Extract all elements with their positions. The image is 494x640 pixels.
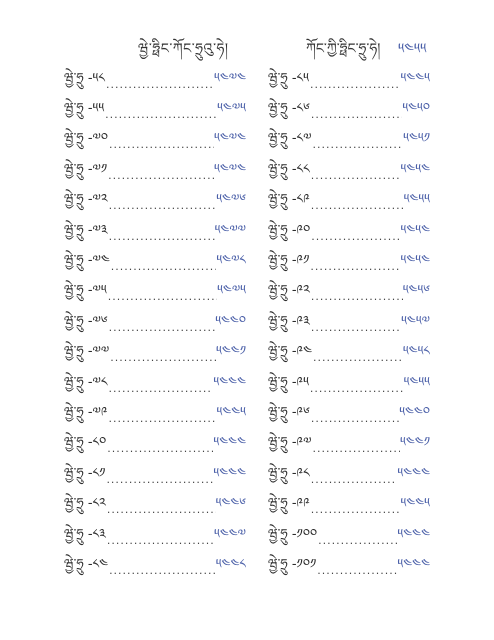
toc-entry-label: ཝྱེ་ཧྲུ -༧༨ xyxy=(64,374,108,390)
toc-entry[interactable] xyxy=(268,370,430,400)
dot-leader xyxy=(108,231,215,242)
toc-entry[interactable] xyxy=(64,491,246,521)
dot-leader xyxy=(107,170,214,181)
toc-entry[interactable] xyxy=(268,218,430,248)
dot-leader xyxy=(309,261,400,272)
toc-entry[interactable] xyxy=(268,279,430,309)
dot-leader xyxy=(311,443,400,454)
toc-entry-label: ཝྱེ་ཧྲུ -༨༩ xyxy=(268,192,310,208)
dot-leader xyxy=(107,413,216,424)
toc-entry-label: ཝྱེ་ཧྲུ -༧༩ xyxy=(64,405,108,420)
toc-entry-label: ཝྱེ་ཧྲུ -༩༣ xyxy=(268,313,310,329)
toc-entry[interactable] xyxy=(64,218,246,248)
toc-entry-label: ཝྱེ་ཧྲུ -༨༠ xyxy=(64,435,107,451)
toc-entry-page: ༥༤༧༦ xyxy=(216,192,246,208)
toc-left-column xyxy=(64,66,248,583)
toc-entry-label: ཝྱེ་ཧྲུ -༩༢ xyxy=(268,283,310,299)
toc-entry-page: ༥༤༧༤ xyxy=(214,161,246,177)
toc-entry-label: ཝྱེ་ཧྲུ -༡༠༠ xyxy=(268,526,318,542)
toc-entry-label: ཝྱེ་ཧྲུ -༨༣ xyxy=(64,526,106,542)
toc-entry-label: ཝྱེ་ཧྲུ -༨༨ xyxy=(268,161,310,177)
toc-entry-label: ཝྱེ་ཧྲུ -༩༨ xyxy=(268,465,310,481)
dot-leader xyxy=(309,383,404,394)
toc-entry-page: ༥༤༧༤ xyxy=(214,70,246,86)
toc-entry-page: ༥༤༥༠ xyxy=(402,101,430,117)
toc-entry-label: ཝྱེ་ཧྲུ -༧༧ xyxy=(64,344,110,360)
dot-leader xyxy=(106,443,213,454)
toc-entry-page: ༥༤༤༤ xyxy=(213,435,246,451)
dot-leader xyxy=(104,109,217,120)
toc-entry[interactable] xyxy=(64,552,246,582)
toc-entry-page: ༥༤༥༥ xyxy=(403,374,430,390)
toc-entry-page: ༥༤༧༥ xyxy=(217,283,246,299)
toc-entry-label: ཝྱེ་ཧྲུ -༩༡ xyxy=(268,253,310,269)
toc-entry-page: ༥༤༧༧ xyxy=(214,222,246,238)
toc-entry-page: ༥༤༥༤ xyxy=(400,253,430,269)
dot-leader xyxy=(106,504,216,515)
toc-entry-label: ཝྱེ་ཧྲུ -༩༧ xyxy=(268,435,312,451)
dot-leader xyxy=(105,474,213,485)
dot-leader xyxy=(107,383,213,394)
toc-entry-label: ཝྱེ་ཧྲུ -༥༨ xyxy=(64,70,105,86)
dot-leader xyxy=(317,535,397,546)
toc-entry[interactable] xyxy=(64,431,246,461)
toc-entry[interactable] xyxy=(268,127,430,157)
toc-entry[interactable] xyxy=(268,340,430,370)
toc-entry-page: ༥༤༥༧ xyxy=(401,313,430,329)
toc-entry[interactable] xyxy=(268,309,430,339)
toc-entry-page: ༥༤༥༤ xyxy=(400,161,430,177)
toc-entry[interactable] xyxy=(64,248,246,278)
toc-entry-page: ༥༤༤༥ xyxy=(216,405,246,420)
toc-entry-page: ༥༤༧༨ xyxy=(216,253,246,269)
page-number: ༥༤༥༥ xyxy=(398,41,427,57)
dot-leader xyxy=(310,170,401,181)
toc-entry-label: ཝྱེ་ཧྲུ -༧༢ xyxy=(64,192,108,208)
toc-entry[interactable] xyxy=(268,461,430,491)
dot-leader xyxy=(109,352,216,363)
toc-entry-label: ཝྱེ་ཧྲུ -༥༥ xyxy=(64,101,105,117)
dot-leader xyxy=(108,139,214,150)
toc-entry[interactable] xyxy=(64,96,246,126)
toc-entry-label: ཝྱེ་ཧྲུ -༨༤ xyxy=(64,556,109,572)
dot-leader xyxy=(108,565,216,576)
page-title: ཝྱེ་ཧྥིང་ཀོང་ཧྲུའུ་ཧེ། xyxy=(138,41,229,57)
toc-entry-page: ༥༤༧༤ xyxy=(214,131,246,147)
toc-entry-page: ༥༤༥༦ xyxy=(402,283,430,299)
toc-entry-page: ༥༤༤༠ xyxy=(399,405,430,420)
dot-leader xyxy=(311,139,403,150)
toc-entry[interactable] xyxy=(268,66,430,96)
toc-entry-page: ༥༤༤༨ xyxy=(215,556,246,572)
toc-entry-label: ཝྱེ་ཧྲུ -༨༥ xyxy=(268,70,309,86)
toc-entry[interactable] xyxy=(64,340,246,370)
toc-entry[interactable] xyxy=(268,552,430,582)
dot-leader xyxy=(310,413,399,424)
toc-entry[interactable] xyxy=(64,400,246,430)
toc-entry-label: ཝྱེ་ཧྲུ -༩༩ xyxy=(268,496,310,512)
toc-entry-label: ཝྱེ་ཧྲུ -༧༤ xyxy=(64,253,110,269)
dot-leader xyxy=(309,79,401,90)
toc-entry[interactable] xyxy=(64,66,246,96)
toc-entry-label: ཝྱེ་ཧྲུ -༧༣ xyxy=(64,222,108,238)
dot-leader xyxy=(316,565,397,576)
toc-entry-label: ཝྱེ་ཧྲུ -༧༥ xyxy=(64,283,107,299)
dot-leader xyxy=(310,504,401,515)
toc-entry[interactable] xyxy=(64,188,246,218)
dot-leader xyxy=(310,474,398,485)
toc-entry-page: ༥༤༤༦ xyxy=(215,496,246,512)
dot-leader xyxy=(108,322,216,333)
toc-entry-page: ༥༤༤༤ xyxy=(397,526,430,542)
toc-entry-label: ཝྱེ་ཧྲུ -༨༡ xyxy=(64,465,106,481)
toc-entry-page: ༥༤༤༧ xyxy=(214,526,246,542)
dot-leader xyxy=(312,352,403,363)
toc-entry[interactable] xyxy=(268,522,430,552)
dot-leader xyxy=(310,109,402,120)
toc-entry-page: ༥༤༤༡ xyxy=(216,344,246,360)
dot-leader xyxy=(108,200,217,211)
toc-entry[interactable] xyxy=(268,157,430,187)
toc-entry-page: ༥༤༤༤ xyxy=(397,465,430,481)
toc-entry-label: ཝྱེ་ཧྲུ -༩༤ xyxy=(268,344,313,360)
toc-entry-label: ཝྱེ་ཧྲུ -༧༦ xyxy=(64,313,108,329)
toc-entry-page: ༥༤༤༠ xyxy=(215,313,246,329)
toc-entry-label: ཝྱེ་ཧྲུ -༩༠ xyxy=(268,222,311,238)
toc-entry[interactable] xyxy=(268,248,430,278)
dot-leader xyxy=(310,322,401,333)
toc-entry-label: ཝྱེ་ཧྲུ -༨༧ xyxy=(268,131,312,147)
toc-entry-label: ཝྱེ་ཧྲུ -༡༠༡ xyxy=(268,556,317,572)
toc-entry-page: ༥༤༤༤ xyxy=(397,556,430,572)
toc-entry-page: ༥༤༤༡ xyxy=(400,435,430,451)
page-header xyxy=(0,32,494,58)
toc-entry-page: ༥༤༤༤ xyxy=(213,465,246,481)
toc-entry-page: ༥༤༤༥ xyxy=(400,70,430,86)
toc-entry[interactable] xyxy=(268,96,430,126)
toc-entry[interactable] xyxy=(64,157,246,187)
toc-right-column xyxy=(268,66,430,583)
toc-entry-label: ཝྱེ་ཧྲུ -༨༦ xyxy=(268,101,310,117)
toc-entry-label: ཝྱེ་ཧྲུ -༩༦ xyxy=(268,405,310,420)
dot-leader xyxy=(107,291,217,302)
toc-entry[interactable] xyxy=(64,279,246,309)
toc-entry[interactable] xyxy=(268,491,430,521)
toc-entry[interactable] xyxy=(64,522,246,552)
dot-leader xyxy=(310,291,403,302)
toc-entry-label: ཝྱེ་ཧྲུ -༧༠ xyxy=(64,131,109,147)
toc-entry-page: ༥༤༥༨ xyxy=(402,344,430,360)
toc-entry[interactable] xyxy=(64,309,246,339)
dot-leader xyxy=(106,535,214,546)
toc-entry-page: ༥༤༥༡ xyxy=(403,131,430,147)
toc-entry-label: ཝྱེ་ཧྲུ -༩༥ xyxy=(268,374,309,390)
toc-entry-page: ༥༤༤༥ xyxy=(400,496,430,512)
toc-entry-page: ༥༤༥༤ xyxy=(400,222,430,238)
toc-entry-page: ༥༤༥༥ xyxy=(403,192,430,208)
section-title: ཀོང་ཀྱི་ཧྥིང་ཧྲུ་ཧེ། xyxy=(306,41,381,57)
dot-leader xyxy=(310,200,404,211)
dot-leader xyxy=(110,261,217,272)
dot-leader xyxy=(105,79,214,90)
toc-entry-label: ཝྱེ་ཧྲུ -༨༢ xyxy=(64,496,106,512)
toc-entry[interactable] xyxy=(268,431,430,461)
toc-entry[interactable] xyxy=(64,461,246,491)
dot-leader xyxy=(310,231,400,242)
toc-entry[interactable] xyxy=(268,400,430,430)
toc-entry-page: ༥༤༤༤ xyxy=(213,374,246,390)
toc-entry[interactable] xyxy=(268,188,430,218)
toc-entry[interactable] xyxy=(64,370,246,400)
toc-entry[interactable] xyxy=(64,127,246,157)
toc-entry-page: ༥༤༧༥ xyxy=(217,101,246,117)
toc-entry-label: ཝྱེ་ཧྲུ -༧༡ xyxy=(64,161,108,177)
